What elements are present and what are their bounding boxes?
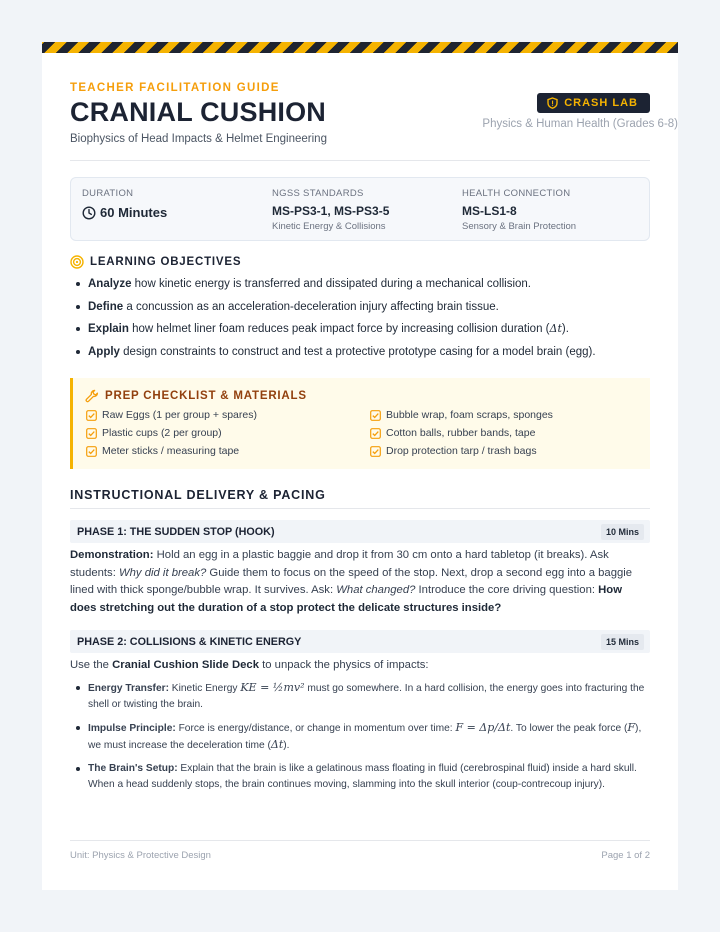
phase-1-t2: Guide them to focus on the speed of the stop. Next, drop a second egg into a baggie lined with thick sponge/bubble wrap. It survives. Ask: (70, 566, 633, 596)
phase-1-time-badge: 10 Mins (601, 524, 644, 540)
checklist-label: Drop protection tarp / trash bags (386, 445, 537, 457)
item-text: Kinetic Energy (168, 683, 241, 694)
objective-math: Δt (549, 322, 562, 335)
item-text: ), we must increase the deceleration time ( (88, 723, 642, 751)
phase-1-bar (70, 520, 650, 543)
objective-text: how kinetic energy is transferred and dissipated during a mechanical collision. (131, 278, 531, 290)
objective-lead: Apply (88, 345, 120, 358)
phase-2-intro-a: Use the (70, 659, 113, 671)
phase-1-t1: Hold an egg in a plastic baggie and drop it from 30 cm onto a hard tabletop (it breaks). Ask students: (70, 549, 609, 579)
checklist-item (86, 445, 239, 457)
objectives-heading (70, 255, 241, 269)
checkbox-checked-icon (86, 410, 97, 421)
list-item (70, 276, 650, 292)
delivery-heading: INSTRUCTIONAL DELIVERY & PACING (70, 488, 326, 502)
info-panel (70, 177, 650, 241)
divider (70, 508, 650, 509)
ngss-label: NGSS STANDARDS (272, 188, 364, 199)
driving-question: How does stretching out the duration of a stop protect the delicate structures inside? (70, 584, 622, 614)
badge-label: CRASH LAB (564, 97, 638, 109)
phase-2-bar (70, 630, 650, 653)
checklist-item (86, 427, 222, 439)
list-item (70, 321, 650, 337)
item-lead: Energy Transfer: (88, 683, 169, 694)
ngss-value: MS-PS3-1, MS-PS3-5 (272, 204, 390, 218)
checkbox-checked-icon (86, 428, 97, 439)
item-text: Explain that the brain is like a gelatinous mass floating in fluid (cerebrospinal fluid) inside a hard skull. When a head suddenly stops, the brain continues moving, slamming into the skull interior (coup-contrecoup injury). (88, 763, 637, 790)
checklist-label: Meter sticks / measuring tape (102, 445, 240, 457)
course-label: Physics & Human Health (Grades 6-8) (482, 118, 678, 130)
duration-value-row (82, 205, 167, 220)
objectives-heading-text: LEARNING OBJECTIVES (90, 256, 242, 268)
phase-2-time-badge: 15 Mins (601, 634, 644, 650)
phase-1-q2: What changed? (336, 584, 416, 596)
duration-label: DURATION (82, 188, 134, 199)
slide-deck-name: Cranial Cushion Slide Deck (112, 659, 259, 671)
phase-2-list (70, 680, 650, 800)
checklist-label: Raw Eggs (1 per group + spares) (102, 409, 257, 421)
target-icon (70, 255, 84, 269)
clock-icon (82, 206, 96, 220)
health-value: MS-LS1-8 (462, 204, 517, 218)
crash-lab-badge (537, 93, 650, 113)
eyebrow: TEACHER FACILITATION GUIDE (70, 82, 280, 94)
checklist-label: Plastic cups (2 per group) (102, 427, 222, 439)
ngss-sub: Kinetic Energy & Collisions (272, 221, 386, 232)
phase-1-lead: Demonstration: (70, 549, 154, 561)
checkbox-checked-icon (370, 446, 381, 457)
guide-page (42, 42, 678, 890)
prep-checklist (70, 378, 650, 469)
shield-icon (547, 97, 558, 109)
phase-2-title: PHASE 2: COLLISIONS & KINETIC ENERGY (77, 636, 302, 648)
objective-text: design constraints to construct and test a protective prototype casing for a model brain (egg). (119, 345, 596, 358)
objective-text: a concussion as an acceleration-deceleration injury affecting brain tissue. (123, 300, 499, 313)
phase-1-text (70, 547, 650, 617)
item-text: must go somewhere. In a hard collision, the energy goes into fracturing the shell or twisting the brain. (88, 683, 645, 710)
checklist-item (370, 445, 537, 457)
page-number: Page 1 of 2 (601, 850, 650, 861)
objective-text: how helmet liner foam reduces peak impact force by increasing collision duration ( (128, 323, 550, 335)
force-symbol: F (627, 721, 636, 734)
ngss-block (272, 188, 389, 232)
footer-divider (70, 840, 650, 841)
health-sub: Sensory & Brain Protection (462, 221, 577, 232)
wrench-icon (85, 389, 99, 403)
phase-1-q1: Why did it break? (118, 566, 207, 579)
duration-block (82, 188, 167, 220)
footer-unit: Unit: Physics & Protective Design (70, 850, 211, 861)
delta-t-symbol: Δt (270, 738, 284, 751)
page-subtitle: Biophysics of Head Impacts & Helmet Engineering (70, 133, 327, 145)
checkbox-checked-icon (370, 410, 381, 421)
phase-2-intro-b: to unpack the physics of impacts: (258, 659, 429, 671)
item-text: ). (283, 740, 290, 751)
phase-1-title: PHASE 1: THE SUDDEN STOP (HOOK) (77, 526, 275, 538)
prep-heading-text: PREP CHECKLIST & MATERIALS (105, 390, 307, 402)
objective-lead: Analyze (88, 278, 132, 290)
checkbox-checked-icon (86, 446, 97, 457)
checkbox-checked-icon (370, 428, 381, 439)
checklist-item (370, 409, 553, 421)
hazard-stripe (42, 42, 678, 53)
checklist-item (86, 409, 257, 421)
health-block (462, 188, 576, 232)
divider (70, 160, 650, 161)
phase-1-t3: Introduce the core driving question: (415, 584, 599, 596)
checklist-label: Bubble wrap, foam scraps, sponges (386, 409, 553, 421)
objective-lead: Explain (88, 323, 129, 335)
item-text: . To lower the peak force ( (510, 723, 628, 734)
list-item (70, 344, 650, 360)
item-lead: The Brain's Setup: (88, 763, 178, 774)
objective-tail: ). (561, 323, 569, 335)
health-label: HEALTH CONNECTION (462, 188, 571, 199)
item-lead: Impulse Principle: (88, 723, 176, 734)
page-title: CRANIAL CUSHION (70, 97, 327, 127)
checklist-label: Cotton balls, rubber bands, tape (386, 427, 536, 439)
list-item (70, 720, 650, 754)
phase-2-intro (70, 657, 650, 675)
checklist-item (370, 427, 535, 439)
list-item (70, 761, 650, 793)
impulse-formula: F = Δp/Δt (455, 721, 511, 734)
prep-heading (85, 389, 307, 403)
item-text: Force is energy/distance, or change in momentum over time: (175, 723, 456, 734)
kinetic-energy-formula: KE = ½mv² (240, 681, 305, 694)
duration-value: 60 Minutes (100, 205, 168, 220)
objectives-list (70, 276, 650, 366)
objective-lead: Define (88, 300, 124, 313)
list-item (70, 299, 650, 315)
list-item (70, 680, 650, 713)
